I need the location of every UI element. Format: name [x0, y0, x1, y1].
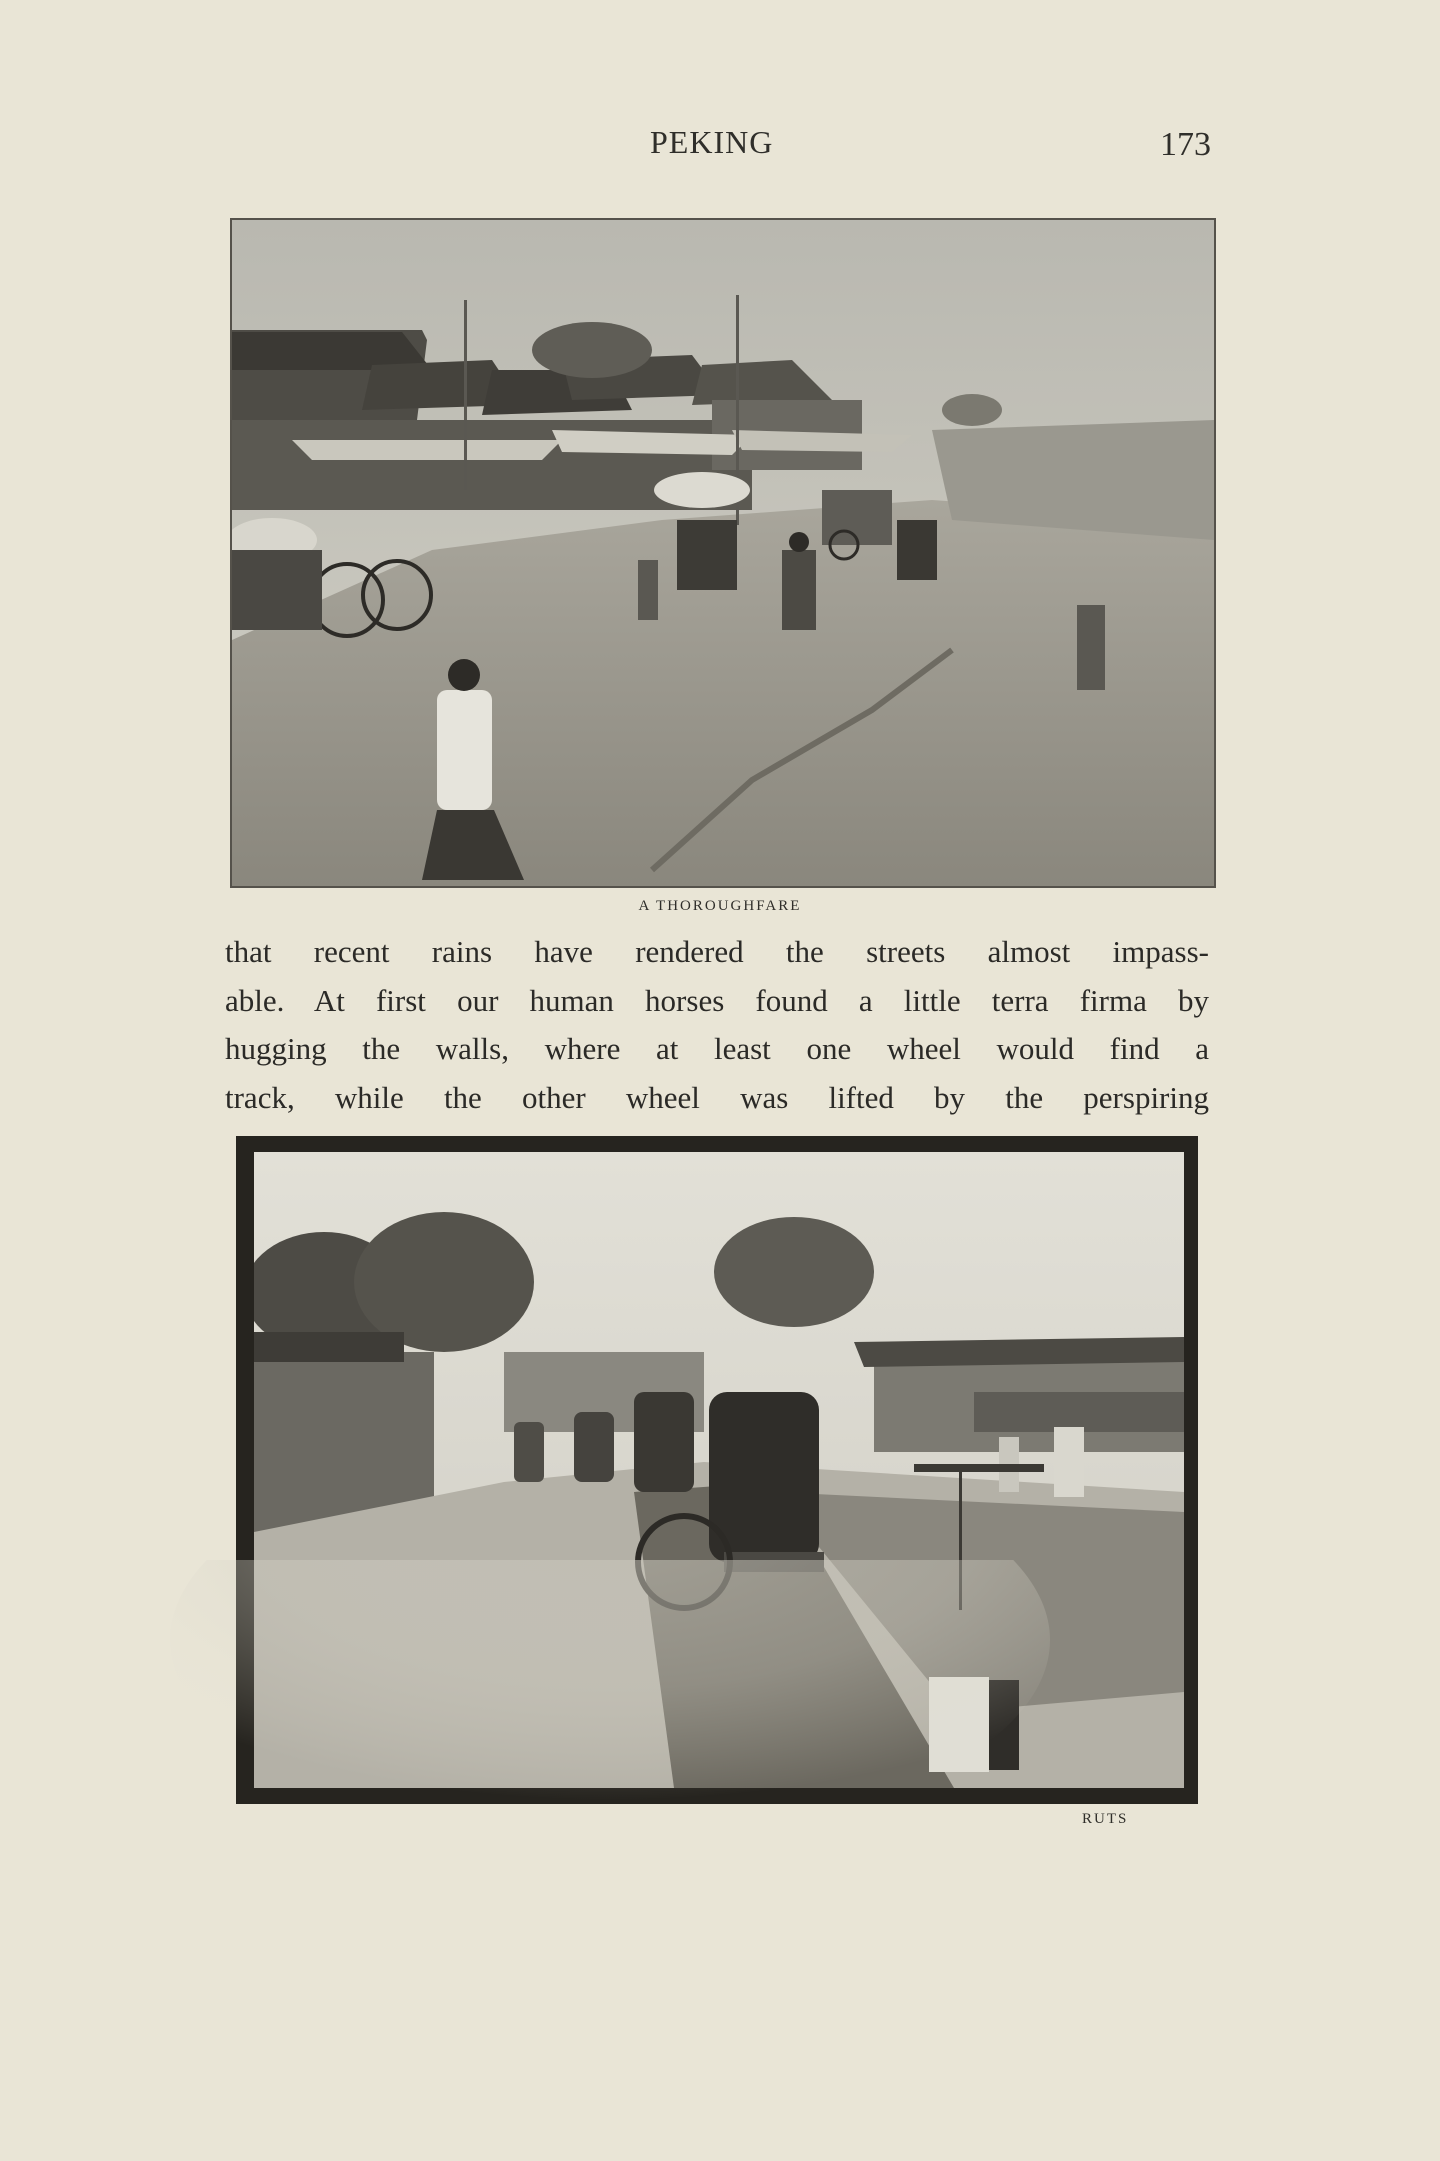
text-line: track, while the other wheel was lifted by the perspiring	[225, 1079, 1209, 1115]
text-line: able. At first our human horses found a little terra firma by	[225, 982, 1209, 1018]
running-head	[0, 124, 1440, 164]
text-line: that recent rains have rendered the streets almost impass-	[225, 934, 1209, 969]
figure-caption-thoroughfare: A THOROUGHFARE	[638, 898, 802, 914]
ruts-photo	[254, 1152, 1184, 1788]
text-line: hugging the walls, where at least one wheel would find a	[225, 1031, 1209, 1066]
running-title: PEKING	[650, 124, 774, 160]
body-paragraph	[225, 928, 1209, 1122]
figure-caption-ruts: RUTS	[1082, 1811, 1129, 1827]
page-number: 173	[1160, 126, 1211, 163]
thoroughfare-photo	[230, 218, 1216, 888]
